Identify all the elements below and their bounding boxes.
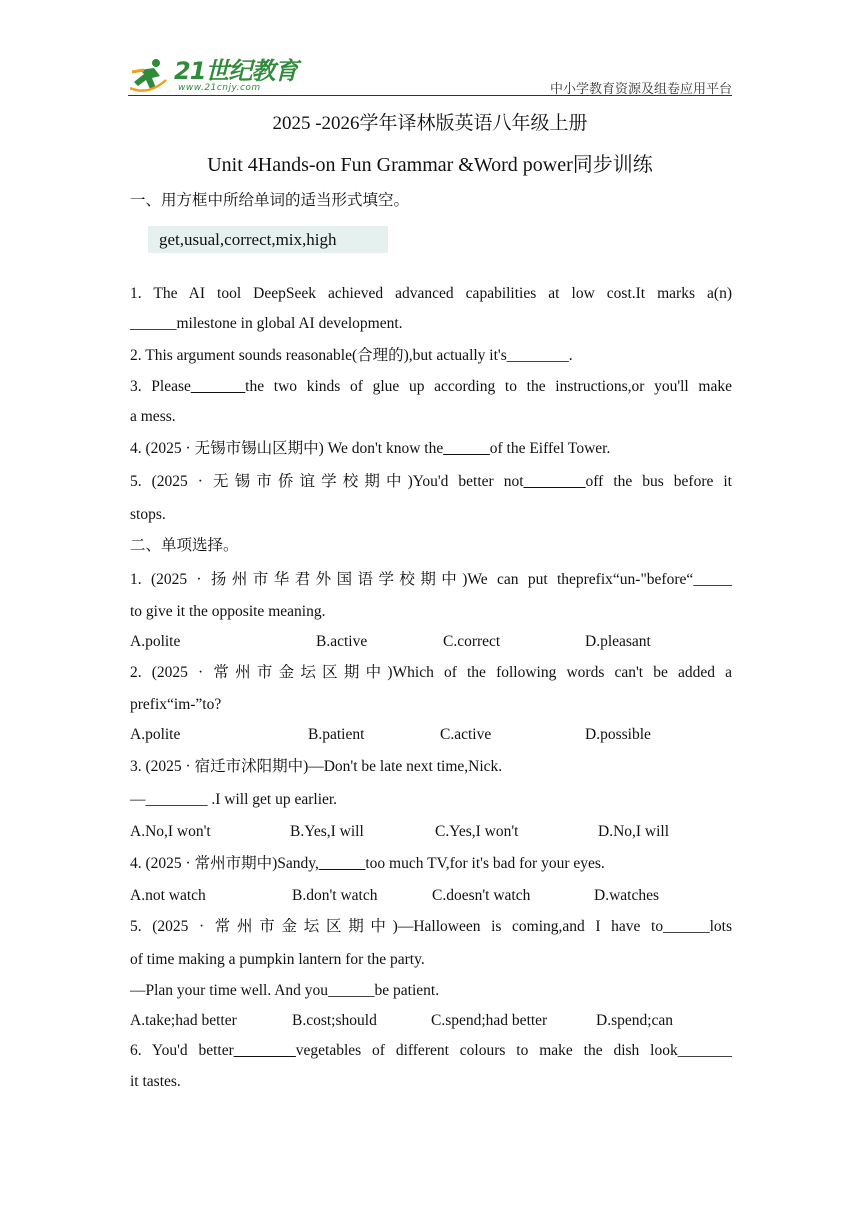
s2-q2-option-a: A.polite xyxy=(130,726,181,743)
s2-q1-line1: 1. (2025 · 扬州市华君外国语学校期中)We can put theprefix“un-"before“_____ xyxy=(130,571,732,588)
s2-q5-line1: 5. (2025 · 常州市金坛区期中)—Halloween is coming,and I have to______lots xyxy=(130,918,732,935)
header-rule xyxy=(128,95,732,96)
s2-q6-pre: 6. You'd better xyxy=(130,1042,234,1059)
document-subtitle: Unit 4Hands-on Fun Grammar &Word power同步训练 xyxy=(207,154,653,176)
s2-q4-blank: ______ xyxy=(318,855,366,872)
s2-q5-option-c: C.spend;had better xyxy=(431,1012,548,1029)
s1-q3-blank: _______ xyxy=(190,378,246,395)
s2-q6-blank: ________ xyxy=(233,1042,296,1059)
s1-q1-line1: 1. The AI tool DeepSeek achieved advanced capabilities at low cost.It marks a(n) xyxy=(130,285,732,302)
s1-q3-line1 xyxy=(130,377,732,397)
s2-q1-option-c: C.correct xyxy=(443,633,501,650)
s2-q6-line1 xyxy=(130,1041,732,1061)
s2-q6-post: vegetables of different colours to make the dish look_______ xyxy=(295,1042,732,1059)
s1-q5-post: off the bus before it xyxy=(585,473,732,490)
s2-q3-option-d: D.No,I will xyxy=(598,823,670,840)
s2-q4-option-a: A.not watch xyxy=(130,887,206,904)
s1-q3-post: the two kinds of glue up according to the instructions,or you'll make xyxy=(245,378,732,395)
page-header xyxy=(128,52,732,98)
s1-q5-pre: 5. (2025 · 无锡市侨谊学校期中)You'd better not xyxy=(130,473,524,490)
word-box: get,usual,correct,mix,high xyxy=(148,226,388,253)
logo-text: 21世纪教育 xyxy=(174,57,298,85)
s1-q3-line2: a mess. xyxy=(130,408,176,425)
s2-q2-option-c: C.active xyxy=(440,726,492,743)
s2-q1-option-a: A.polite xyxy=(130,633,181,650)
s2-q4-pre: 4. (2025 · 常州市期中)Sandy, xyxy=(130,855,319,872)
s2-q4-option-d: D.watches xyxy=(594,887,659,904)
s1-q3-pre: 3. Please xyxy=(130,378,191,395)
runner-logo-icon xyxy=(130,58,168,92)
s2-q4-option-c: C.doesn't watch xyxy=(432,887,531,904)
s1-q4-blank: ______ xyxy=(443,440,490,457)
s1-q2: 2. This argument sounds reasonable(合理的),but actually it's________. xyxy=(130,347,573,364)
document-title: 2025 -2026学年译林版英语八年级上册 xyxy=(272,113,588,134)
s2-q1-line2: to give it the opposite meaning. xyxy=(130,603,326,620)
s1-q4 xyxy=(130,439,610,459)
section1-heading: 一、用方框中所给单词的适当形式填空。 xyxy=(130,192,410,209)
s1-q5-line1 xyxy=(130,472,732,492)
s2-q1-option-b: B.active xyxy=(316,633,368,650)
s1-q5-line2: stops. xyxy=(130,506,166,523)
s1-q4-pre: 4. (2025 · 无锡市锡山区期中) We don't know the xyxy=(130,440,444,457)
s2-q2-option-b: B.patient xyxy=(308,726,365,743)
s1-q5-blank: ________ xyxy=(523,473,586,490)
s2-q2-option-d: D.possible xyxy=(585,726,651,743)
s2-q3-option-b: B.Yes,I will xyxy=(290,823,364,840)
logo xyxy=(128,52,298,96)
s2-q4 xyxy=(130,854,605,874)
s1-q1-line2: ______milestone in global AI development. xyxy=(130,315,403,332)
s2-q4-option-b: B.don't watch xyxy=(292,887,378,904)
s2-q2-line2: prefix“im-”to? xyxy=(130,696,222,713)
s2-q5-option-a: A.take;had better xyxy=(130,1012,237,1029)
s2-q3-line1: 3. (2025 · 宿迁市沭阳期中)—Don't be late next time,Nick. xyxy=(130,758,503,775)
s2-q1-option-d: D.pleasant xyxy=(585,633,651,650)
s2-q5-line2: of time making a pumpkin lantern for the party. xyxy=(130,951,425,968)
s2-q2-line1: 2. (2025 · 常州市金坛区期中)Which of the following words can't be added a xyxy=(130,664,732,681)
s2-q6-line2: it tastes. xyxy=(130,1073,181,1090)
s2-q5-option-b: B.cost;should xyxy=(292,1012,377,1029)
platform-name: 中小学教育资源及组卷应用平台 xyxy=(549,81,732,96)
logo-url: www.21cnjy.com xyxy=(178,83,261,93)
s2-q3-option-a: A.No,I won't xyxy=(130,823,211,840)
s1-q4-post: of the Eiffel Tower. xyxy=(489,440,611,457)
s2-q5-option-d: D.spend;can xyxy=(596,1012,674,1029)
s2-q5-line3: —Plan your time well. And you______be patient. xyxy=(130,982,440,999)
section2-heading: 二、单项选择。 xyxy=(130,537,239,554)
s2-q3-line2: —________ .I will get up earlier. xyxy=(130,791,338,808)
s2-q3-option-c: C.Yes,I won't xyxy=(435,823,519,840)
s2-q4-post: too much TV,for it's bad for your eyes. xyxy=(365,855,605,872)
